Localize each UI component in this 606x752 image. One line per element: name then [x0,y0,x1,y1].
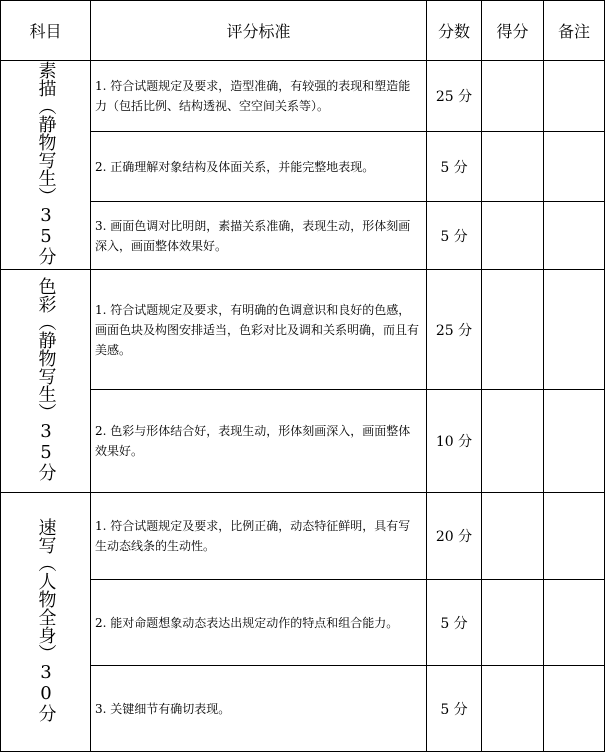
subject-cell-quick-sketch [1,493,91,752]
criteria-cell: 2. 色彩与形体结合好，表现生动，形体刻画深入，画面整体效果好。 [91,390,427,493]
notes-cell[interactable] [544,202,605,270]
table-row [1,666,605,752]
points-cell: 5 分 [427,202,482,270]
header-row [1,1,605,61]
header-notes: 备注 [544,1,605,61]
notes-cell[interactable] [544,390,605,493]
header-subject: 科目 [1,1,91,61]
got-cell[interactable] [482,202,544,270]
points-cell: 5 分 [427,666,482,752]
got-cell[interactable] [482,131,544,202]
got-cell[interactable] [482,61,544,132]
points-cell: 5 分 [427,580,482,666]
table-row [1,202,605,270]
subject-label: 色彩（静物写生）35分 [35,277,57,481]
table-row [1,493,605,580]
header-criteria: 评分标准 [91,1,427,61]
criteria-cell: 1. 符合试题规定及要求，造型准确，有较强的表现和塑造能力（包括比例、结构透视、空空间关系等）。 [91,61,427,132]
notes-cell[interactable] [544,131,605,202]
points-cell: 25 分 [427,61,482,132]
header-got: 得分 [482,1,544,61]
notes-cell[interactable] [544,493,605,580]
got-cell[interactable] [482,580,544,666]
subject-label: 速写（人物全身）30分 [35,518,57,722]
points-cell: 20 分 [427,493,482,580]
notes-cell[interactable] [544,580,605,666]
got-cell[interactable] [482,390,544,493]
table-row [1,390,605,493]
table-row [1,270,605,390]
subject-label: 素描（静物写生）35分 [35,61,57,265]
table-row [1,131,605,202]
points-cell: 5 分 [427,131,482,202]
got-cell[interactable] [482,493,544,580]
criteria-cell: 1. 符合试题规定及要求，比例正确，动态特征鲜明，具有写生动态线条的生动性。 [91,493,427,580]
criteria-cell: 2. 正确理解对象结构及体面关系，并能完整地表现。 [91,131,427,202]
criteria-cell: 3. 画面色调对比明朗，素描关系准确，表现生动，形体刻画深入，画面整体效果好。 [91,202,427,270]
notes-cell[interactable] [544,270,605,390]
subject-cell-color [1,270,91,493]
notes-cell[interactable] [544,666,605,752]
table-row [1,61,605,132]
table-row [1,580,605,666]
subject-cell-sketch [1,61,91,270]
points-cell: 10 分 [427,390,482,493]
criteria-cell: 2. 能对命题想象动态表达出规定动作的特点和组合能力。 [91,580,427,666]
criteria-cell: 3. 关键细节有确切表现。 [91,666,427,752]
criteria-cell: 1. 符合试题规定及要求，有明确的色调意识和良好的色感，画面色块及构图安排适当，色彩对比及调和关系明确，而且有美感。 [91,270,427,390]
notes-cell[interactable] [544,61,605,132]
header-points: 分数 [427,1,482,61]
points-cell: 25 分 [427,270,482,390]
got-cell[interactable] [482,666,544,752]
got-cell[interactable] [482,270,544,390]
